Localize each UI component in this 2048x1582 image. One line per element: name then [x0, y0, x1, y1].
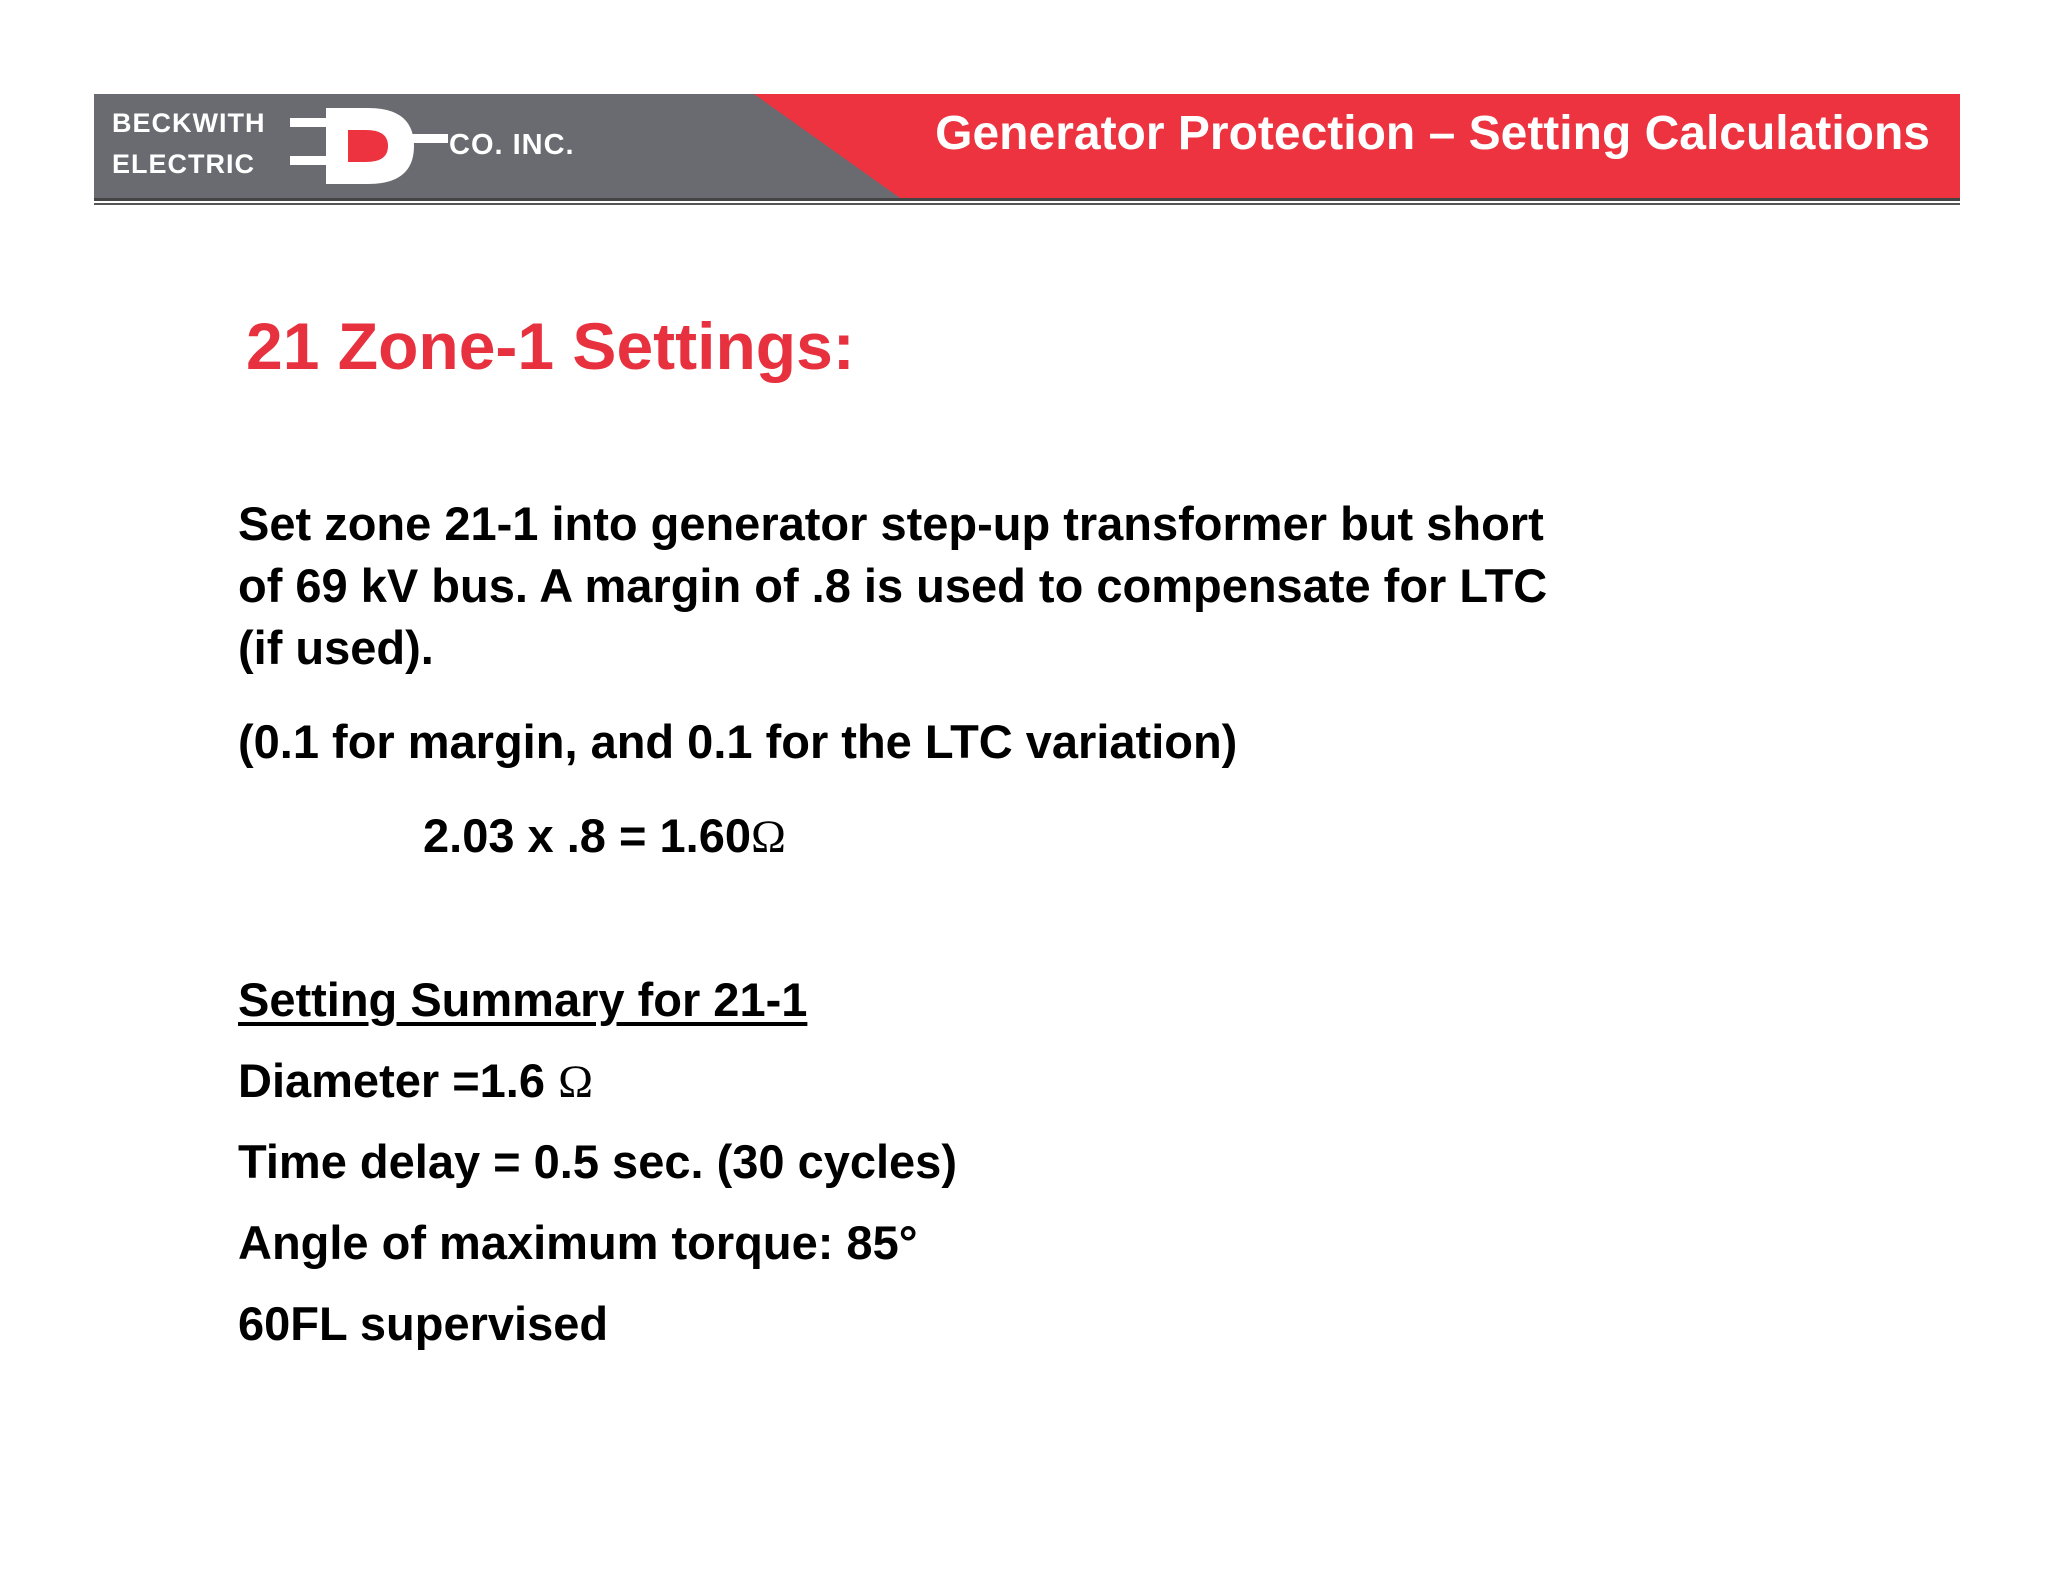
summary-angle: Angle of maximum torque: 85°: [238, 1216, 918, 1269]
intro-line-1: Set zone 21-1 into generator step-up transformer but short: [238, 497, 1544, 550]
summary-time-delay: Time delay = 0.5 sec. (30 cycles): [238, 1135, 957, 1188]
summary-diameter: [238, 1050, 593, 1113]
logo-d-mark-icon: [290, 104, 450, 188]
ohm-symbol-diameter: Ω: [558, 1056, 593, 1108]
slide-title: 21 Zone-1 Settings:: [246, 309, 855, 383]
margin-note: (0.1 for margin, and 0.1 for the LTC variation): [238, 715, 1238, 768]
logo-text-co-inc: CO. INC.: [449, 129, 575, 161]
calculation-formula: [423, 805, 786, 868]
header-divider: [94, 198, 1960, 201]
intro-paragraph: [238, 493, 1547, 679]
diameter-text: Diameter =1.6: [238, 1054, 559, 1107]
header-band: [94, 94, 1960, 198]
header-divider-thin: [94, 203, 1960, 205]
intro-line-3: (if used).: [238, 621, 434, 674]
logo-text-electric: ELECTRIC: [112, 149, 255, 179]
ohm-symbol: Ω: [750, 811, 786, 863]
summary-supervision: 60FL supervised: [238, 1297, 609, 1350]
formula-expression: 2.03 x .8 = 1.60: [423, 809, 751, 862]
company-logo: [110, 104, 670, 188]
header-title: Generator Protection – Setting Calculations: [935, 107, 1930, 160]
intro-line-2: of 69 kV bus. A margin of .8 is used to compensate for LTC: [238, 559, 1548, 612]
setting-summary-heading: Setting Summary for 21-1: [238, 973, 808, 1026]
logo-text-beckwith: BECKWITH: [112, 108, 266, 138]
